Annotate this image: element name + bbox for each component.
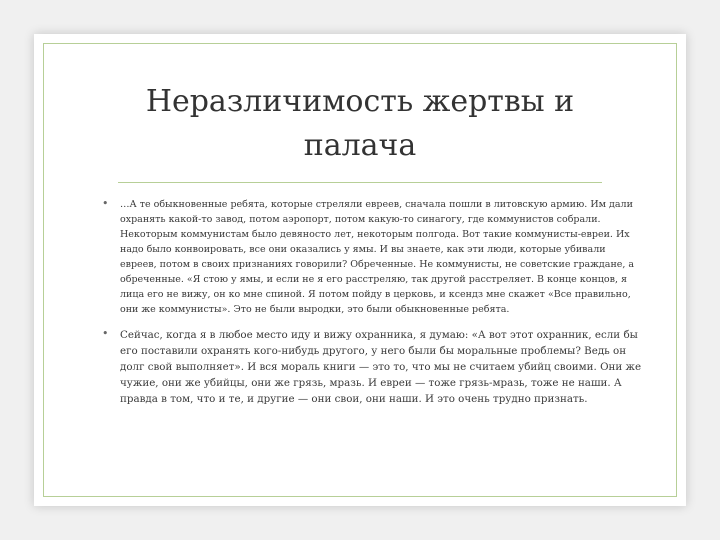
bullet-item bbox=[102, 197, 642, 317]
bullet-marker-1: • bbox=[102, 197, 109, 210]
title-divider bbox=[118, 182, 602, 183]
bullet-marker-2: • bbox=[102, 327, 109, 340]
bullet-text-2: Сейчас, когда я в любое место иду и вижу охранника, я думаю: «А вот этот охранник, если бы его поставили охранять кого-нибудь другого, у него были бы моральные проблемы? Ведь он долг свой выполняет». И вся мораль книги — это то, что мы не считаем убийц своими. Они же чужие, они же убийцы, они же грязь, мразь. И евреи — тоже грязь-мразь, тоже не наши. А правда в том, что и те, и другие — они свои, они наши. И это очень трудно признать. bbox=[120, 329, 642, 405]
slide-title: Неразличимость жертвы и палача bbox=[145, 84, 575, 163]
bullet-item bbox=[102, 327, 642, 407]
bullet-text-1: …А те обыкновенные ребята, которые стреляли евреев, сначала пошли в литовскую армию. Им дали охранять какой-то завод, потом аэропорт, потом какую-то синагогу, где коммунистов собрали. Некоторым коммунистам было девяносто лет, некоторым полгода. Вот такие коммунисты-евреи. Их надо было конвоировать, все они оказались у ямы. И вы знаете, как эти люди, которые убивали евреев, потом в своих признаниях говорили? Обреченные. Не коммунисты, не советские граждане, а обреченные. «Я стою у ямы, и если не я его расстреляю, так другой расстреляет. В конце концов, я лица его не вижу, он ко мне спиной. Я потом пойду в церковь, и ксендз мне скажет «Все правильно, они же коммунисты». Это не были выродки, это были обыкновенные ребята. bbox=[120, 199, 635, 315]
slide-card bbox=[34, 34, 686, 506]
bullet-list bbox=[102, 197, 642, 417]
